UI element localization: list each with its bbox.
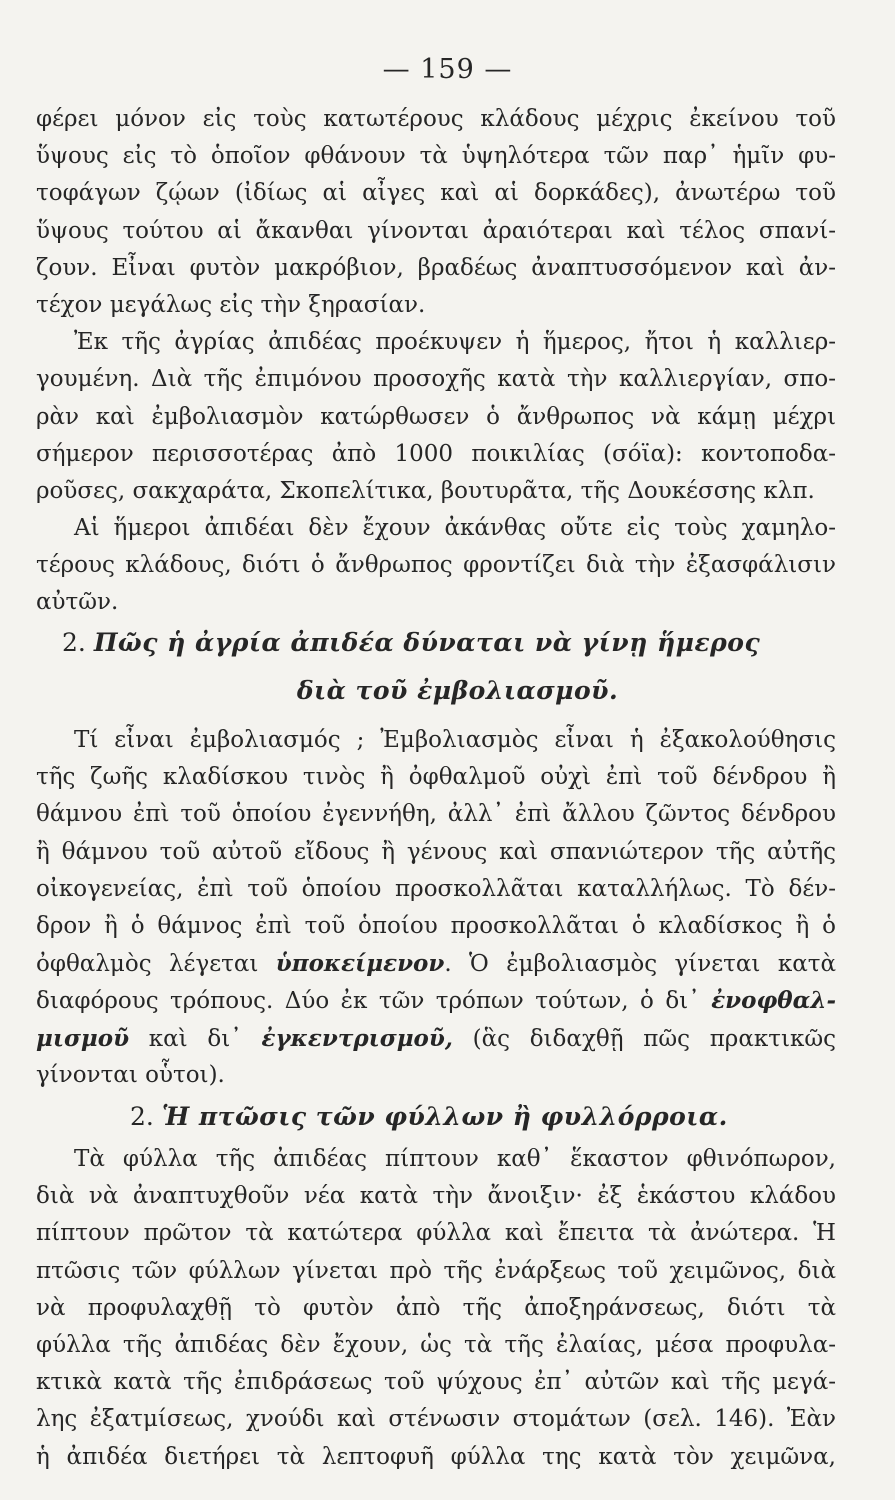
text-line: ὕψους τούτου αἱ ἄκανθαι γίνονται ἀραιότεραι καὶ τέλος σπανί- [36,217,836,244]
section-number: 2. [62,628,86,657]
text-line: τέρους κλάδους, διότι ὁ ἄνθρωπος φροντίζει διὰ τὴν ἐξασφάλισιν [36,552,836,579]
paragraph-leaf-fall [36,1141,836,1476]
emphasized-term: ὑποκείμενον [275,950,445,978]
text-line: ὕψους εἰς τὸ ὁποῖον φθάνουν τὰ ὑψηλότερα τῶν παρ᾽ ἡμῖν φυ- [36,143,836,170]
text-line: ροῦσες, σακχαράτα, Σκοπελίτικα, βουτυρᾶτα, τῆς Δουκέσσης κλπ. [36,477,815,504]
text-line: νὰ προφυλαχθῇ τὸ φυτὸν ἀπὸ τῆς ἀποξηράνσεως, διότι τὰ [36,1294,836,1321]
text-line: τοφάγων ζῴων (ἰδίως αἱ αἶγες καὶ αἱ δορκάδες), ἀνωτέρω τοῦ [36,180,836,207]
text-line: ρὰν καὶ ἐμβολιασμὸν κατώρθωσεν ὁ ἄνθρωπος νὰ κάμῃ μέχρι [36,403,836,430]
paragraph-wild-pear [36,101,836,622]
text-line [36,982,836,1019]
text-fragment: . Ὁ ἐμβολιασμὸς γίνεται κατὰ [444,951,836,978]
text-line: φύλλα τῆς ἀπιδέας δὲν ἔχουν, ὡς τὰ τῆς ἐλαίας, μέσα προφυλα- [36,1331,836,1358]
text-line: τῆς ζωῆς κλαδίσκου τινὸς ἢ ὀφθαλμοῦ οὐχὶ ἐπὶ τοῦ δένδρου ἢ [36,764,836,791]
section-heading-leaf-fall [0,1098,895,1136]
paragraph-grafting [36,722,836,1094]
text-line: πίπτουν πρῶτον τὰ κατώτερα φύλλα καὶ ἔπειτα τὰ ἀνώτερα. Ἡ [36,1220,836,1247]
text-fragment: (ἃς διδαχθῇ πῶς πρακτικῶς [452,1025,836,1052]
text-fragment: καὶ δι᾽ [129,1025,262,1052]
text-line: φέρει μόνον εἰς τοὺς κατωτέρους κλάδους μέχρις ἐκείνου τοῦ [36,106,836,132]
text-fragment: διαφόρους τρόπους. Δύο ἐκ τῶν τρόπων τούτων, ὁ δι᾽ [36,988,712,1015]
emphasized-term: ἐγκεντρισμοῦ, [261,1024,453,1052]
text-line: διὰ νὰ ἀναπτυχθοῦν νέα κατὰ τὴν ἄνοιξιν· ἐξ ἑκάστου κλάδου [36,1183,836,1210]
emphasized-term: μισμοῦ [36,1024,130,1052]
text-line: Ἐκ τῆς ἀγρίας ἀπιδέας προέκυψεν ἡ ἥμερος, ἤτοι ἡ καλλιερ- [74,329,836,356]
text-line: αὐτῶν. [36,589,119,616]
section-title-line2: διὰ τοῦ ἐμβολιασμοῦ. [296,676,619,705]
section-heading-grafting-cont [0,672,895,710]
text-fragment: ὀφθαλμὸς λέγεται [36,951,276,978]
text-line: Τί εἶναι ἐμβολιασμός ; Ἐμβολιασμὸς εἶναι ἡ ἐξακολούθησις [74,727,836,753]
text-line: θάμνου ἐπὶ τοῦ ὁποίου ἐγεννήθη, ἀλλ᾽ ἐπὶ ἄλλου ζῶντος δένδρου [36,801,836,828]
text-line: λης ἐξατμίσεως, χνούδι καὶ στένωσιν στομάτων (σελ. 146). Ἐὰν [36,1406,836,1433]
section-title-line1: Πῶς ἡ ἀγρία ἀπιδέα δύναται νὰ γίνῃ ἥμερος [93,628,761,657]
text-line: ἡ ἀπιδέα διετήρει τὰ λεπτοφυῆ φύλλα της κατὰ τὸν χειμῶνα, [36,1443,836,1470]
text-line: σήμερον περισσοτέρας ἀπὸ 1000 ποικιλίας (σόϊα): κοντοποδα- [36,440,836,467]
text-line [36,945,836,982]
emphasized-term: ἐνοφθαλ- [711,987,836,1015]
section-number: 2. [130,1102,154,1131]
section-heading-grafting [0,624,895,662]
text-line: γίνονται οὗτοι). [36,1061,225,1088]
text-line: ζουν. Εἶναι φυτὸν μακρόβιον, βραδέως ἀναπτυσσόμενον καὶ ἀν- [36,254,836,281]
text-line: πτῶσις τῶν φύλλων γίνεται πρὸ τῆς ἐνάρξεως τοῦ χειμῶνος, διὰ [36,1257,836,1284]
text-line: δρον ἢ ὁ θάμνος ἐπὶ τοῦ ὁποίου προσκολλᾶται ὁ κλαδίσκος ἢ ὁ [36,912,836,939]
text-line: τέχον μεγάλως εἰς τὴν ξηρασίαν. [36,291,426,318]
text-line: οἰκογενείας, ἐπὶ τοῦ ὁποίου προσκολλᾶται καταλλήλως. Τὸ δέν- [36,875,836,902]
page-number: — 159 — [382,54,513,85]
text-line: γουμένη. Διὰ τῆς ἐπιμόνου προσοχῆς κατὰ τὴν καλλιεργίαν, σπο- [36,366,836,393]
text-line: ἢ θάμνου τοῦ αὐτοῦ εἴδους ἢ γένους καὶ σπανιώτερον τῆς αὐτῆς [36,838,836,865]
text-line: Τὰ φύλλα τῆς ἀπιδέας πίπτουν καθ᾽ ἕκαστον φθινόπωρον, [74,1146,836,1172]
text-line: κτικὰ κατὰ τῆς ἐπιδράσεως τοῦ ψύχους ἐπ᾽ αὐτῶν καὶ τῆς μεγά- [36,1369,836,1396]
text-line: Αἱ ἥμεροι ἀπιδέαι δὲν ἔχουν ἀκάνθας οὔτε εἰς τοὺς χαμηλο- [74,515,836,542]
section-title: Ἡ πτῶσις τῶν φύλλων ἢ φυλλόρροια. [161,1102,728,1131]
text-line [36,1020,836,1057]
